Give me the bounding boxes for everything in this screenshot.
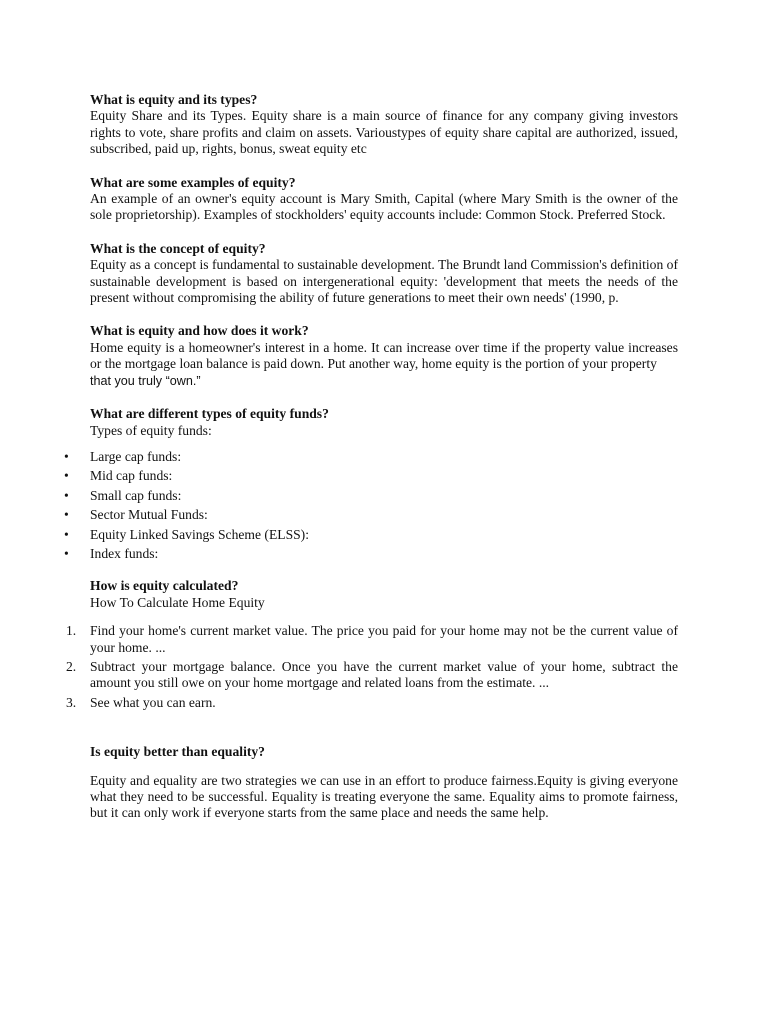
vertical-spacer bbox=[90, 714, 678, 744]
section-equity-types bbox=[90, 92, 678, 158]
answer-paragraph: Equity as a concept is fundamental to sustainable development. The Brundt land Commission's definition of sustainable development is based on intergenerational equity: 'development that meets the needs of the present without compromising the ability of future generations to meet their own needs' (1990, p. bbox=[90, 257, 678, 306]
question-heading: What are some examples of equity? bbox=[90, 174, 296, 190]
question-heading: What is the concept of equity? bbox=[90, 240, 266, 256]
section-equity-vs-equality bbox=[90, 744, 678, 822]
step-number: 2. bbox=[66, 658, 77, 674]
document-body bbox=[64, 92, 678, 839]
calc-steps-list bbox=[66, 623, 678, 711]
section-equity-examples bbox=[90, 175, 678, 224]
calc-intro: How To Calculate Home Equity bbox=[90, 594, 265, 610]
list-item: • Equity Linked Savings Scheme (ELSS): bbox=[64, 526, 309, 542]
step-number: 1. bbox=[66, 623, 77, 639]
list-item: • Index funds: bbox=[64, 545, 159, 561]
list-item: 3. See what you can earn. bbox=[66, 694, 216, 710]
step-number: 3. bbox=[66, 694, 77, 710]
list-item: • Mid cap funds: bbox=[64, 468, 173, 484]
question-heading: Is equity better than equality? bbox=[90, 744, 265, 760]
bullet-glyph: • bbox=[64, 507, 69, 523]
section-equity-how-it-works bbox=[90, 323, 678, 389]
bullet-glyph: • bbox=[64, 468, 69, 484]
answer-paragraph-tail: that you truly “own.” bbox=[90, 373, 201, 388]
question-heading: What is equity and how does it work? bbox=[90, 323, 309, 339]
funds-intro: Types of equity funds: bbox=[90, 422, 212, 438]
section-equity-concept bbox=[90, 241, 678, 307]
list-item: 2. Subtract your mortgage balance. Once you have the current market value of your home, subtract the amount you still owe on your home mortgage and related loans from the estimate. ... bbox=[66, 658, 678, 691]
answer-paragraph: Equity and equality are two strategies we can use in an effort to produce fairness.Equity is giving everyone what they need to be successful. Equality is treating everyone the same. Equality aims to promote fairness, but it can only work if everyone starts from the same place and needs the same help. bbox=[90, 772, 678, 821]
bullet-glyph: • bbox=[64, 526, 69, 542]
bullet-glyph: • bbox=[64, 487, 69, 503]
list-item: 1. Find your home's current market value. The price you paid for your home may not be the current value of your home. ... bbox=[66, 623, 678, 655]
answer-paragraph: Equity Share and its Types. Equity share is a main source of finance for any company giving investors rights to vote, share profits and claim on assets. Varioustypes of equity share capital are authorized, issued, subscribed, paid up, rights, bonus, sweat equity etc bbox=[90, 108, 678, 157]
bullet-glyph: • bbox=[64, 448, 69, 464]
list-item: • Small cap funds: bbox=[64, 487, 182, 503]
question-heading: How is equity calculated? bbox=[90, 578, 239, 594]
section-equity-calculation bbox=[66, 578, 678, 711]
answer-paragraph: Home equity is a homeowner's interest in a home. It can increase over time if the property value increases or the mortgage loan balance is paid down. Put another way, home equity is the portion of your property bbox=[90, 339, 678, 372]
list-item: • Sector Mutual Funds: bbox=[64, 507, 208, 523]
answer-paragraph: An example of an owner's equity account is Mary Smith, Capital (where Mary Smith is the owner of the sole proprietorship). Examples of stockholders' equity accounts include: Common Stock. Preferred Stock. bbox=[90, 191, 678, 223]
bullet-glyph: • bbox=[64, 545, 69, 561]
question-heading: What is equity and its types? bbox=[90, 92, 258, 107]
section-equity-funds bbox=[64, 406, 678, 562]
question-heading: What are different types of equity funds? bbox=[90, 406, 329, 422]
funds-bullet-list bbox=[64, 448, 678, 562]
list-item: • Large cap funds: bbox=[64, 448, 182, 464]
